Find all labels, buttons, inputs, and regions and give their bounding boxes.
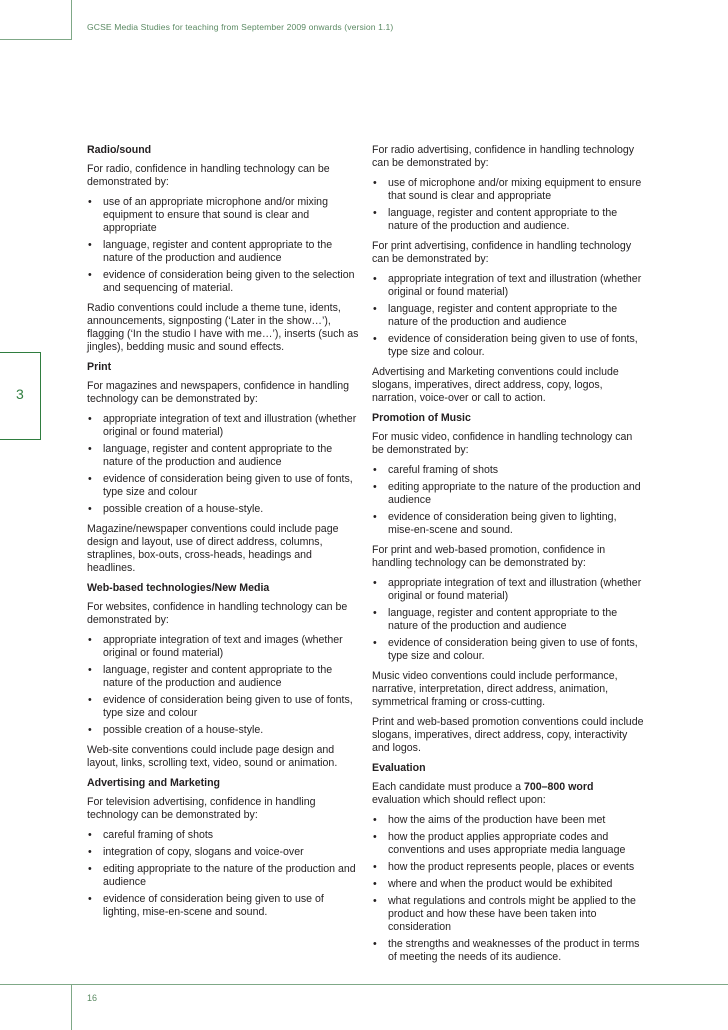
list-item: • evidence of consideration being given to use of fonts, type size and colour — [87, 473, 359, 499]
bullet-list — [87, 829, 359, 919]
list-item: • evidence of consideration being given to the selection and sequencing of material. — [87, 269, 359, 295]
section-heading: Promotion of Music — [372, 412, 471, 424]
paragraph: For print advertising, confidence in handling technology can be demonstrated by: — [372, 240, 632, 265]
list-item: • evidence of consideration being given to lighting, mise-en-scene and sound. — [372, 511, 644, 537]
section-heading: Web-based technologies/New Media — [87, 582, 270, 594]
word-count-emphasis: 700–800 word — [523, 781, 594, 793]
list-item: • language, register and content appropriate to the nature of the production and audience — [87, 239, 359, 265]
list-item: • appropriate integration of text and illustration (whether original or found material) — [372, 577, 644, 603]
paragraph: For radio advertising, confidence in handling technology can be demonstrated by: — [372, 144, 635, 169]
list-item: • evidence of consideration being given to use of lighting, mise-en-scene and sound. — [87, 893, 359, 919]
paragraph: Radio conventions could include a theme tune, idents, announcements, signposting (‘Later in the show…’), flagging (‘In the studio I have with me…’), inserts (such as jingles), bedding music and sound effects. — [87, 302, 359, 353]
left-column — [87, 144, 359, 926]
paragraph: Magazine/newspaper conventions could include page design and layout, use of direct address, columns, straplines, box-outs, cross-heads, headings and headlines. — [87, 523, 339, 574]
paragraph — [372, 781, 644, 807]
list-item: • language, register and content appropriate to the nature of the production and audience — [372, 607, 644, 633]
section-heading: Evaluation — [372, 762, 426, 774]
list-item: • language, register and content appropriate to the nature of the production and audience — [372, 303, 644, 329]
margin-rule-bottom — [71, 984, 72, 1030]
page-number: 16 — [87, 993, 98, 1003]
paragraph: Advertising and Marketing conventions could include slogans, imperatives, direct address, copy, logos, narration, voice-over or call to action. — [372, 366, 619, 404]
paragraph: For print and web-based promotion, confidence in handling technology can be demonstrated by: — [372, 544, 606, 569]
list-item: • the strengths and weaknesses of the product in terms of meeting the needs of its audience. — [372, 938, 644, 964]
list-item: • appropriate integration of text and illustration (whether original or found material) — [372, 273, 644, 299]
list-item: • language, register and content appropriate to the nature of the production and audience. — [372, 207, 644, 233]
footer-rule — [0, 984, 728, 985]
section-heading: Radio/sound — [87, 144, 152, 156]
bullet-list — [87, 634, 359, 737]
bullet-list — [87, 196, 359, 295]
list-item: • appropriate integration of text and illustration (whether original or found material) — [87, 413, 359, 439]
right-column — [372, 144, 644, 971]
list-item: • use of an appropriate microphone and/or mixing equipment to ensure that sound is clear and appropriate — [87, 196, 359, 235]
section-heading: Print — [87, 361, 112, 373]
list-item: • how the product represents people, places or events — [372, 861, 644, 874]
list-item: • possible creation of a house-style. — [87, 724, 359, 737]
list-item: • evidence of consideration being given to use of fonts, type size and colour — [87, 694, 359, 720]
header-rule — [0, 39, 72, 40]
running-header: GCSE Media Studies for teaching from September 2009 onwards (version 1.1) — [87, 22, 394, 32]
paragraph: Print and web-based promotion conventions could include slogans, imperatives, direct address, copy, interactivity and logos. — [372, 716, 644, 754]
list-item: • careful framing of shots — [87, 829, 359, 842]
paragraph: For radio, confidence in handling technology can be demonstrated by: — [87, 163, 330, 188]
bullet-list — [87, 413, 359, 516]
list-item: • how the product applies appropriate codes and conventions and uses appropriate media language — [372, 831, 644, 857]
list-item: • editing appropriate to the nature of the production and audience — [87, 863, 359, 889]
list-item: • appropriate integration of text and images (whether original or found material) — [87, 634, 359, 660]
section-number: 3 — [16, 386, 24, 402]
paragraph: For magazines and newspapers, confidence in handling technology can be demonstrated by: — [87, 380, 350, 405]
list-item: • use of microphone and/or mixing equipment to ensure that sound is clear and appropriate — [372, 177, 644, 203]
paragraph-text: evaluation which should reflect upon: — [372, 794, 546, 806]
list-item: • editing appropriate to the nature of the production and audience — [372, 481, 644, 507]
list-item: • careful framing of shots — [372, 464, 644, 477]
list-item: • language, register and content appropriate to the nature of the production and audience — [87, 443, 359, 469]
bullet-list — [372, 273, 644, 359]
paragraph: Web-site conventions could include page design and layout, links, scrolling text, video, sound or animation. — [87, 744, 338, 769]
list-item: • evidence of consideration being given to use of fonts, type size and colour. — [372, 333, 644, 359]
bullet-list — [372, 814, 644, 964]
list-item: • integration of copy, slogans and voice-over — [87, 846, 359, 859]
list-item: • where and when the product would be exhibited — [372, 878, 644, 891]
list-item: • evidence of consideration being given to use of fonts, type size and colour. — [372, 637, 644, 663]
margin-rule-top — [71, 0, 72, 40]
bullet-list — [372, 177, 644, 233]
paragraph: Music video conventions could include performance, narrative, interpretation, direct address, animation, symmetrical framing or cross-cutting. — [372, 670, 618, 708]
list-item: • how the aims of the production have been met — [372, 814, 644, 827]
bullet-list — [372, 577, 644, 663]
bullet-list — [372, 464, 644, 537]
paragraph: For television advertising, confidence in handling technology can be demonstrated by: — [87, 796, 316, 821]
paragraph-text: Each candidate must produce a — [372, 781, 524, 793]
list-item: • possible creation of a house-style. — [87, 503, 359, 516]
list-item: • what regulations and controls might be applied to the product and how these have been taken into consideration — [372, 895, 644, 934]
paragraph: For websites, confidence in handling technology can be demonstrated by: — [87, 601, 348, 626]
section-heading: Advertising and Marketing — [87, 777, 221, 789]
list-item: • language, register and content appropriate to the nature of the production and audience — [87, 664, 359, 690]
paragraph: For music video, confidence in handling technology can be demonstrated by: — [372, 431, 633, 456]
